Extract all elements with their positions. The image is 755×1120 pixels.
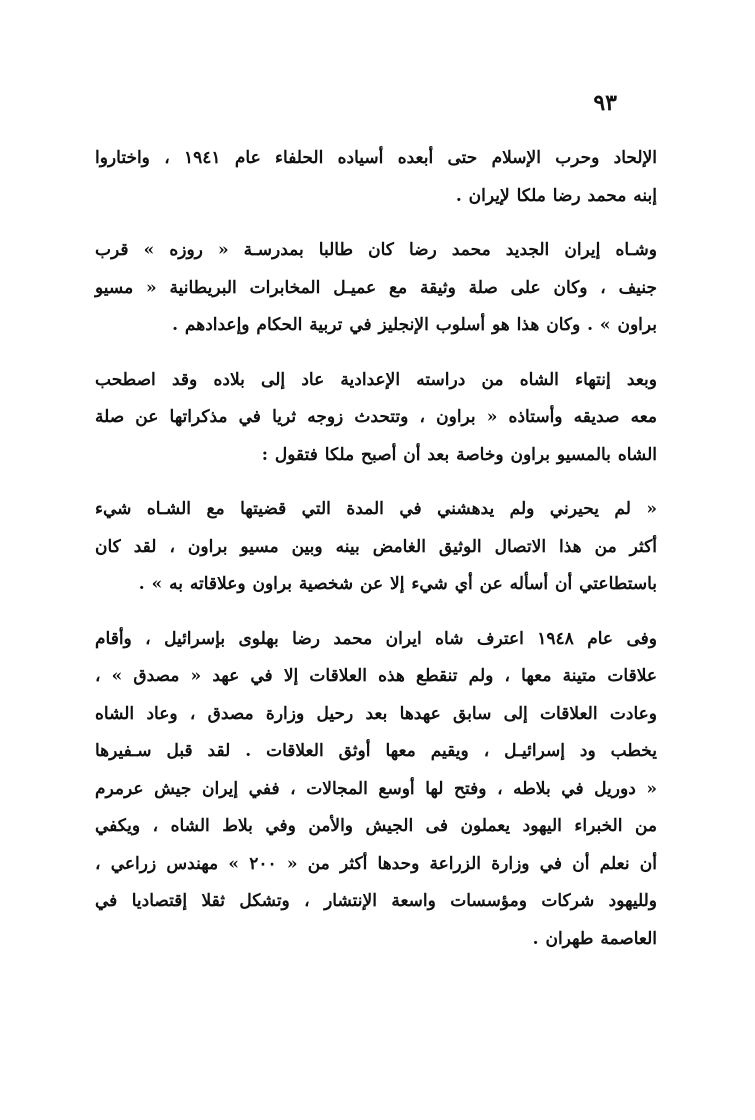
paragraph-line: الشاه بالمسيو براون وخاصة بعد أن أصبح ملكا فتقول : [261, 444, 657, 465]
paragraph-line: أكثر من هذا الاتصال الوثيق الغامض بينه وبين مسيو براون ، لقد كان [95, 536, 657, 557]
paragraph-line: براون » . وكان هذا هو أسلوب الإنجليز في تربية الحكام وإعدادهم . [172, 315, 657, 335]
paragraph-3 [95, 362, 657, 475]
paragraph-line: إبنه محمد رضا ملكا لإيران . [455, 185, 657, 206]
paragraph-line: علاقات متينة معها ، ولم تنقطع هذه العلاقات إلا في عهد « مصدق » ، [95, 666, 657, 686]
paragraph-line: ولليهود شركات ومؤسسات واسعة الإنتشار ، وتشكل ثقلا إقتصاديا في [95, 891, 657, 911]
paragraph-line: من الخبراء اليهود يعملون فى الجيش والأمن وفي بلاط الشاه ، ويكفي [95, 816, 657, 836]
paragraph-line: وشـاه إيران الجديد محمد رضا كان طالبا بمدرسـة « روزه » قرب [95, 240, 657, 260]
paragraph-1 [95, 140, 657, 215]
paragraph-2 [95, 232, 657, 345]
paragraph-line: أن نعلم أن في وزارة الزراعة وحدها أكثر من « ٢٠٠ » مهندس زراعي ، [95, 853, 657, 874]
body-text [95, 140, 657, 958]
page-number: ٩٣ [593, 90, 617, 116]
paragraph-line: العاصمة طهران . [532, 928, 657, 949]
paragraph-line: معه صديقه وأستاذه « براون ، وتتحدث زوجه ثريا في مذكراتها عن صلة [95, 407, 657, 427]
paragraph-line: الإلحاد وحرب الإسلام حتى أبعده أسياده الحلفاء عام ١٩٤١ ، واختاروا [95, 148, 657, 168]
paragraph-line: وفى عام ١٩٤٨ اعترف شاه ايران محمد رضا بهلوى بإسرائيل ، وأقام [95, 628, 657, 649]
paragraph-line: باستطاعتي أن أسأله عن أي شيء إلا عن شخصية براون وعلاقاته به » . [138, 574, 657, 594]
paragraph-line: وبعد إنتهاء الشاه من دراسته الإعدادية عاد إلى بلاده وقد اصطحب [95, 369, 657, 390]
paragraph-line: يخطب ود إسرائيـل ، ويقيم معها أوثق العلاقات . لقد قبل سـفيرها [95, 741, 657, 761]
paragraph-line: وعادت العلاقات إلى سابق عهدها بعد رحيل وزارة مصدق ، وعاد الشاه [95, 703, 657, 724]
paragraph-line: « دوريل في بلاطه ، وفتح لها أوسع المجالات ، ففي إيران جيش عرمرم [95, 778, 657, 799]
paragraph-line: جنيف ، وكان على صلة وثيقة مع عميـل المخابرات البريطانية « مسيو [95, 277, 657, 298]
paragraph-line: « لم يحيرني ولم يدهشني في المدة التي قضيتها مع الشـاه شيء [95, 499, 657, 519]
paragraph-5 [95, 621, 657, 959]
paragraph-4-quote [95, 491, 657, 604]
